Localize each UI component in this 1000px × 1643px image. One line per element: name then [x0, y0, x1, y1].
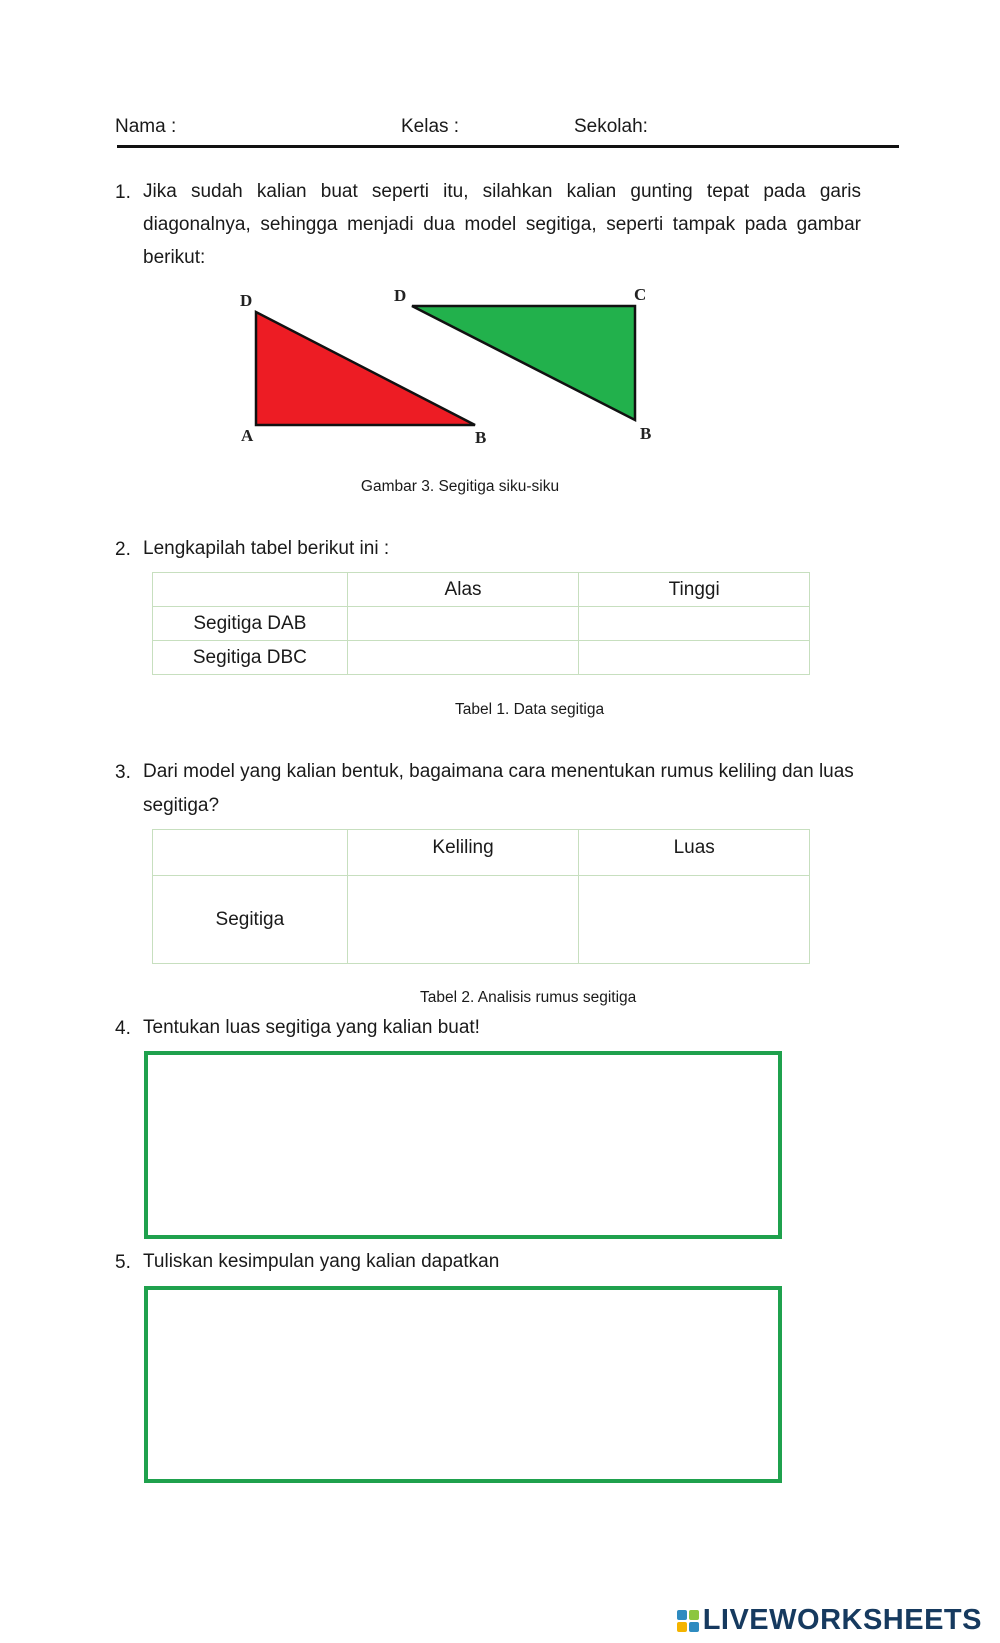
kelas-label: Kelas :	[401, 116, 460, 137]
table1-header-row	[153, 573, 810, 607]
table1-cell-alas-dab[interactable]	[347, 607, 579, 641]
table2-header-keliling: Keliling	[347, 830, 579, 876]
green-label-c: C	[634, 285, 647, 304]
table2-header-row	[153, 830, 810, 876]
table2-caption: Tabel 2. Analisis rumus segitiga	[420, 989, 637, 1006]
table2-header-empty	[153, 830, 348, 876]
q3-line1: Dari model yang kalian bentuk, bagaimana cara menentukan rumus keliling dan luas	[143, 761, 854, 782]
q2-text: Lengkapilah tabel berikut ini :	[143, 538, 390, 559]
triangles-figure	[0, 0, 1000, 470]
q2-number: 2.	[115, 539, 131, 560]
red-label-b: B	[475, 428, 487, 447]
table1-header-empty	[153, 573, 348, 607]
table1-cell-alas-dbc[interactable]	[347, 641, 579, 675]
answer-box-luas[interactable]	[144, 1051, 782, 1239]
table2-cell-luas[interactable]	[579, 876, 810, 964]
table2-row-label: Segitiga	[153, 876, 348, 964]
table-row	[153, 641, 810, 675]
table2-cell-keliling[interactable]	[347, 876, 579, 964]
q3-number: 3.	[115, 762, 131, 783]
green-triangle	[412, 306, 635, 420]
table1-header-alas: Alas	[347, 573, 579, 607]
nama-label: Nama :	[115, 116, 177, 137]
sekolah-label: Sekolah:	[574, 116, 648, 137]
table-analisis-rumus	[152, 829, 810, 964]
q1-number: 1.	[115, 182, 131, 203]
liveworksheets-wordmark: LIVEWORKSHEETS	[702, 1604, 982, 1636]
q1-line3: berikut:	[143, 247, 206, 268]
red-label-d: D	[240, 291, 253, 310]
q1-line2: diagonalnya, sehingga menjadi dua model segitiga, seperti tampak pada gambar	[143, 214, 861, 235]
q1-line1: Jika sudah kalian buat seperti itu, silahkan kalian gunting tepat pada garis	[143, 181, 861, 202]
table-data-segitiga	[152, 572, 810, 675]
table-row	[153, 876, 810, 964]
q5-number: 5.	[115, 1252, 131, 1273]
q4-text: Tentukan luas segitiga yang kalian buat!	[143, 1017, 480, 1038]
table1-cell-tinggi-dab[interactable]	[579, 607, 810, 641]
table1-row-label: Segitiga DBC	[153, 641, 348, 675]
green-label-d: D	[394, 286, 407, 305]
q3-line2: segitiga?	[143, 795, 220, 816]
q5-text: Tuliskan kesimpulan yang kalian dapatkan	[143, 1251, 500, 1272]
table1-header-tinggi: Tinggi	[579, 573, 810, 607]
q4-number: 4.	[115, 1018, 131, 1039]
liveworksheets-logo	[677, 1604, 982, 1637]
figure-caption: Gambar 3. Segitiga siku-siku	[360, 478, 560, 495]
answer-box-kesimpulan[interactable]	[144, 1286, 782, 1483]
table2-header-luas: Luas	[579, 830, 810, 876]
liveworksheets-logo-icon	[677, 1610, 699, 1632]
table1-cell-tinggi-dbc[interactable]	[579, 641, 810, 675]
table-row	[153, 607, 810, 641]
green-label-b: B	[640, 424, 652, 443]
red-label-a: A	[241, 426, 254, 445]
table1-row-label: Segitiga DAB	[153, 607, 348, 641]
red-triangle	[256, 312, 475, 425]
table1-caption: Tabel 1. Data segitiga	[455, 701, 605, 718]
